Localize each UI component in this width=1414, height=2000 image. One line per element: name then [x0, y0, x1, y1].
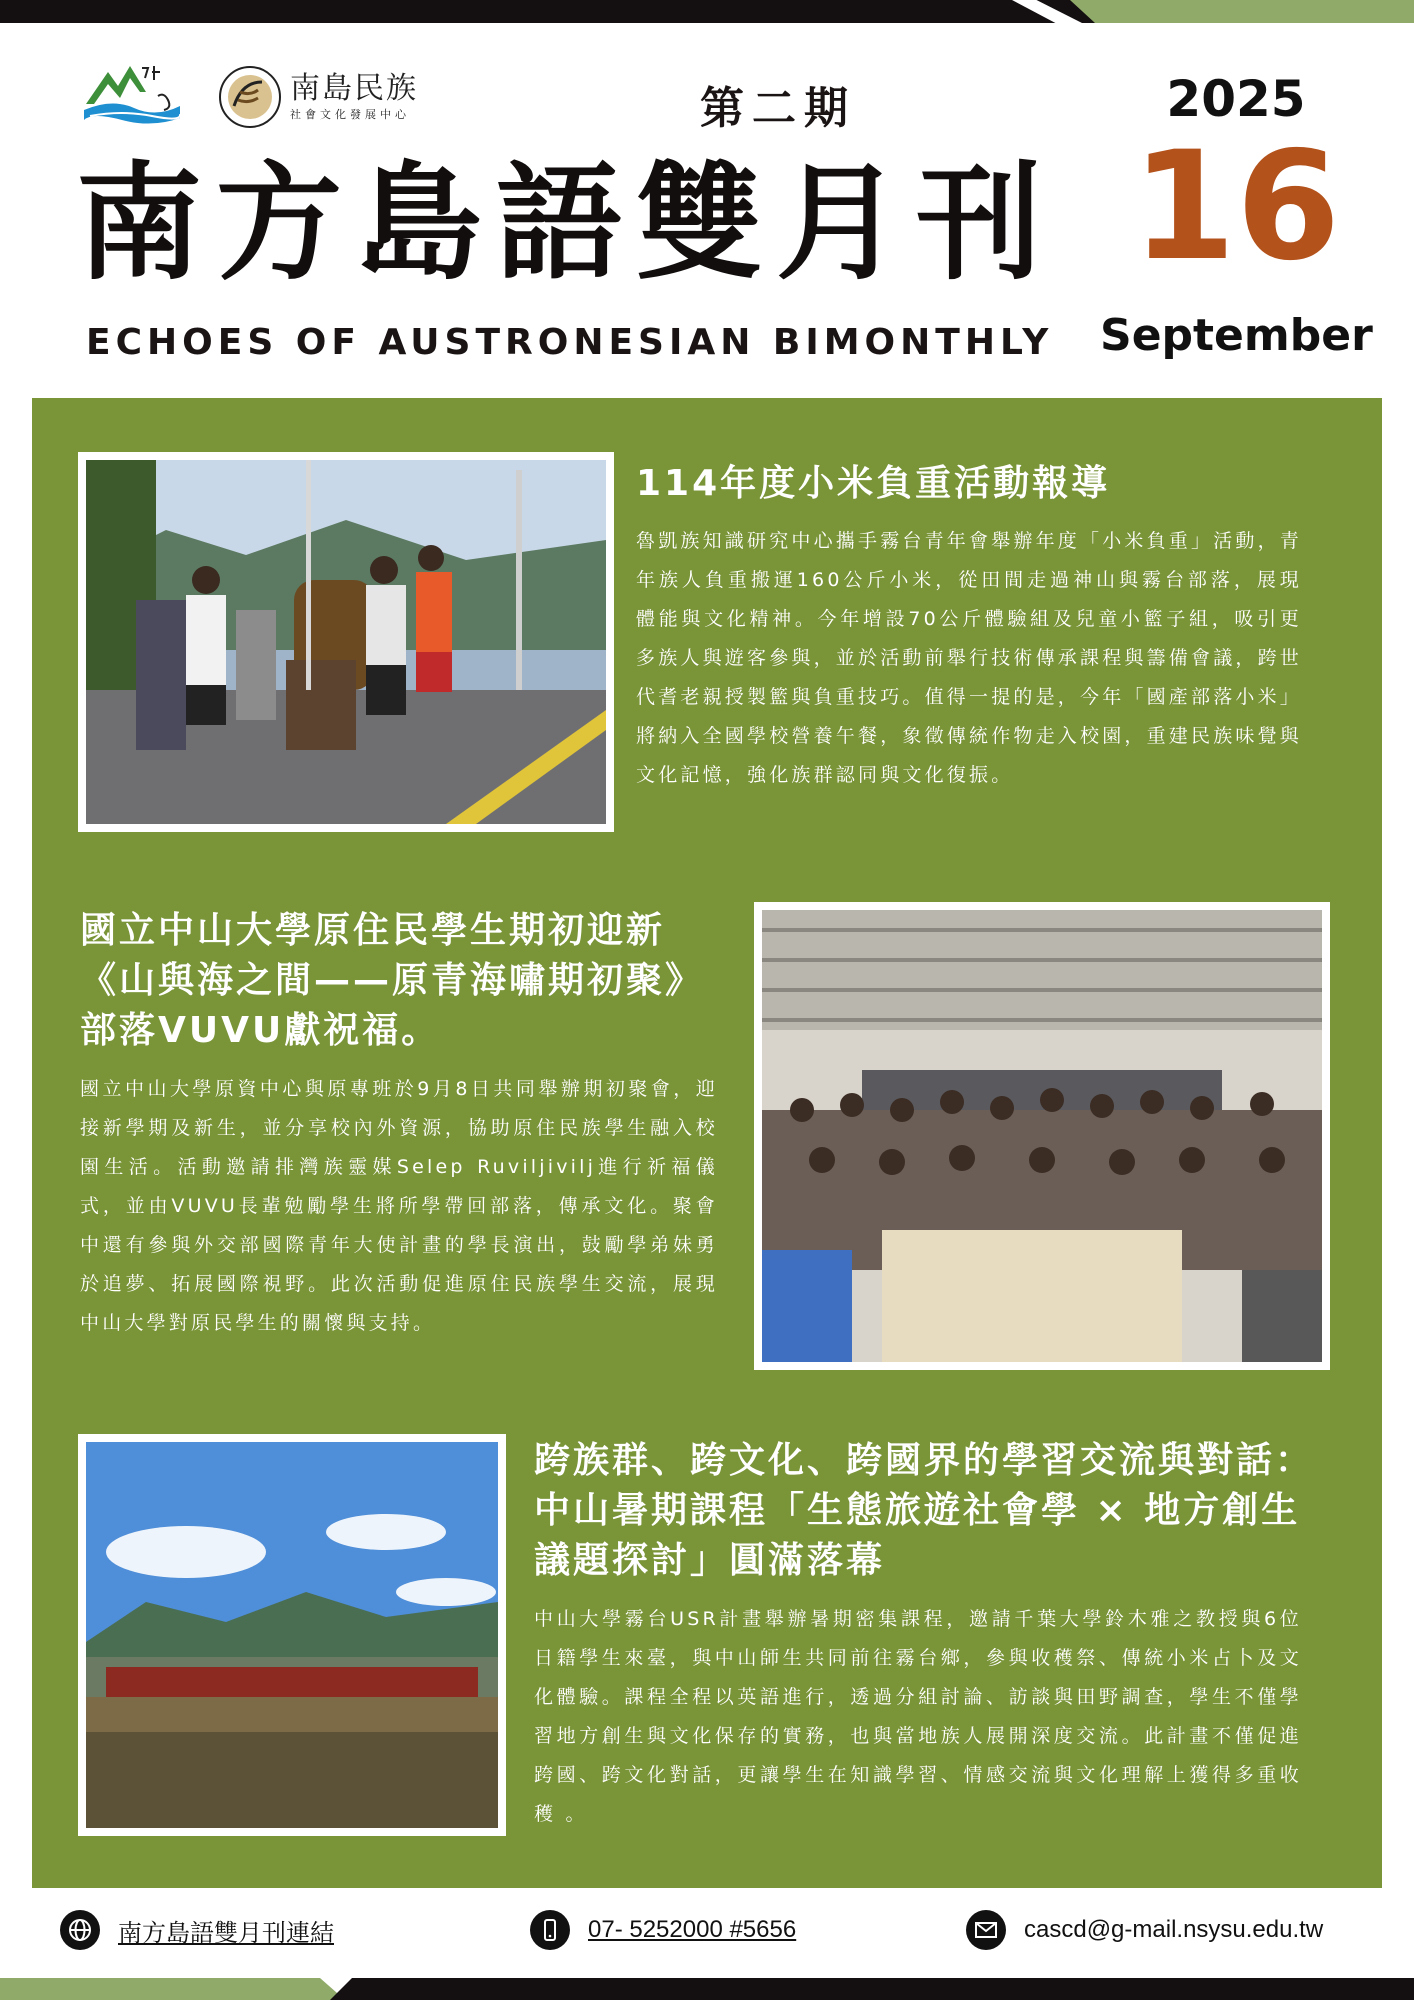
globe-icon: [60, 1910, 100, 1950]
phone-number[interactable]: 07- 5252000 #5656: [588, 1916, 797, 1943]
article-1-title: 114年度小米負重活動報導: [636, 463, 1111, 504]
article-2-title: 國立中山大學原住民學生期初迎新 《山與海之間——原青海嘯期初聚》 部落VUVU獻祝福。: [80, 910, 705, 1051]
article-3-body: 中山大學霧台USR計畫舉辦暑期密集課程，邀請千葉大學鈴木雅之教授與6位日籍學生來臺，與中山師生共同前往霧台鄉，參與收穫祭、傳統小米占卜及文化體驗。課程全程以英語進行，透過分組討論、訪談與田野調查，學生不僅學習地方創生與文化保存的實務，也與當地族人展開深度交流。此計畫不僅促進跨國、跨文化對話，更讓學生在知識學習、情感交流與文化理解上獲得多重收穫 。: [534, 1608, 1302, 1825]
issue-label: 第二期: [700, 83, 856, 134]
article-3-title: 跨族群、跨文化、跨國界的學習交流與對話： 中山暑期課程「生態旅遊社會學 × 地方創生 議題探討」圓滿落幕: [534, 1440, 1315, 1581]
mail-icon: [966, 1910, 1006, 1950]
mountain-logo: [82, 58, 182, 130]
publication-title-en: ECHOES OF AUSTRONESIAN BIMONTHLY: [86, 322, 1054, 363]
bimonthly-link[interactable]: 南方島語雙月刊連結: [118, 1919, 334, 1947]
article-3: [534, 1436, 1334, 1834]
footer-link[interactable]: [60, 1906, 334, 1954]
bottom-band-green: [0, 1978, 345, 2000]
issue-year: 2025: [1166, 70, 1306, 128]
orientation-group-photo: [754, 902, 1330, 1370]
millet-carry-photo: [78, 452, 614, 832]
phone-icon: [530, 1910, 570, 1950]
bottom-band-dark: [330, 1978, 1414, 2000]
logo-text: 南島民族 社會文化發展中心: [290, 71, 418, 121]
issue-month: September: [1100, 310, 1373, 361]
article-2: [80, 906, 740, 1343]
email-address[interactable]: cascd@g-mail.nsysu.edu.tw: [1024, 1916, 1324, 1943]
article-1-body: 魯凱族知識研究中心攜手霧台青年會舉辦年度「小米負重」活動，青年族人負重搬運160公斤小米，從田間走過神山與霧台部落，展現體能與文化精神。今年增設70公斤體驗組及兒童小籃子組，吸引更多族人與遊客參與，並於活動前舉行技術傳承課程與籌備會議，跨世代耆老親授製籃與負重技巧。值得一提的是，今年「國產部落小米」將納入全國學校營養午餐，象徵傳統作物走入校園，重建民族味覺與文化記憶，強化族群認同與文化復振。: [636, 530, 1303, 786]
field-trip-group-photo: [78, 1434, 506, 1836]
publication-title: 南方島語雙月刊: [76, 149, 1056, 297]
footer-email[interactable]: [966, 1906, 1323, 1954]
footer-phone[interactable]: [530, 1906, 796, 1954]
article-2-body: 國立中山大學原資中心與原專班於9月8日共同舉辦期初聚會，迎接新學期及新生，並分享校內外資源，協助原住民族學生融入校園生活。活動邀請排灣族靈媒Selep Ruviljivilj進行祈福儀式，並由VUVU長輩勉勵學生將所學帶回部落，傳承文化。聚會中還有參與外交部國際青年大使計畫的學長演出，鼓勵學弟妹勇於追夢、拓展國際視野。此次活動促進原住民族學生交流，展現中山大學對原民學生的關懷與支持。: [80, 1078, 718, 1334]
issue-day: 16: [1131, 120, 1341, 294]
article-1: [636, 462, 1302, 795]
top-band-green: [1040, 0, 1414, 23]
